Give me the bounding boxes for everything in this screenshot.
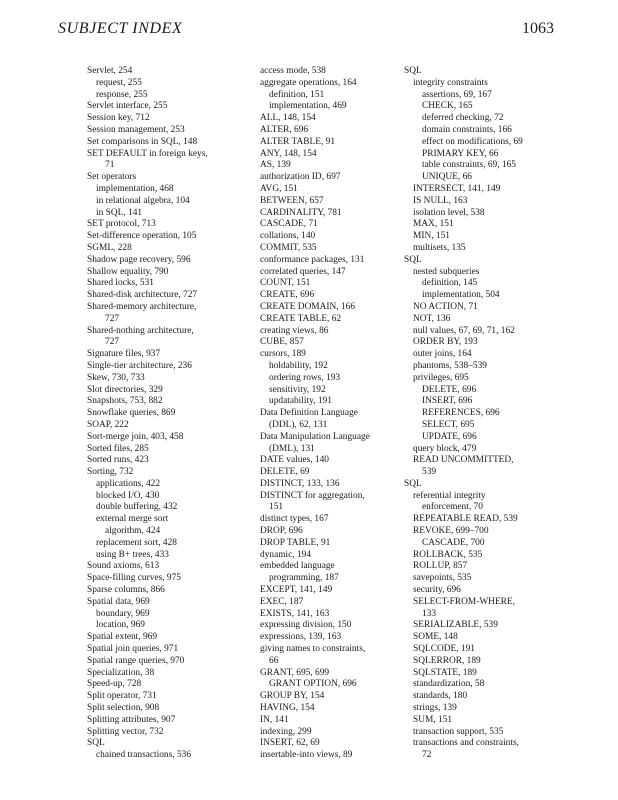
index-entry: Skew, 730, 733 — [87, 372, 145, 383]
index-entry: ANY, 148, 154 — [260, 148, 317, 159]
index-entry: Spatial join queries, 971 — [87, 644, 179, 655]
index-entry: Session management, 253 — [87, 124, 185, 135]
index-column-2 — [251, 66, 370, 762]
index-entry: definition, 151 — [269, 89, 325, 100]
index-entry: indexing, 299 — [260, 726, 312, 737]
index-entry: REPEATABLE READ, 539 — [413, 514, 518, 525]
index-entry: Servlet, 254 — [87, 66, 133, 76]
index-entry: savepoints, 535 — [413, 573, 472, 584]
index-entry: Sorted files, 285 — [87, 443, 149, 454]
index-entry: DROP, 696 — [260, 526, 303, 537]
index-entry: programming, 187 — [269, 573, 339, 584]
index-entry: creating views, 86 — [260, 325, 329, 336]
index-entry: Sorted runs, 423 — [87, 455, 149, 466]
index-entry: in SQL, 141 — [96, 207, 143, 218]
index-entry: UNIQUE, 66 — [422, 172, 472, 183]
index-entry: CUBE, 857 — [260, 337, 304, 348]
index-entry: DELETE, 69 — [260, 467, 310, 478]
index-entry: authorization ID, 697 — [260, 172, 341, 183]
index-entry: insertable-into views, 89 — [260, 750, 353, 761]
index-entry: INTERSECT, 141, 149 — [413, 183, 501, 194]
index-entry: implementation, 504 — [422, 290, 500, 301]
index-entry: 71 — [105, 160, 115, 171]
index-entry: phantoms, 538–539 — [413, 360, 487, 371]
index-entry: Splitting attributes, 907 — [87, 714, 176, 725]
page-header — [58, 20, 554, 44]
index-entry: 539 — [422, 467, 437, 478]
index-entry: security, 696 — [413, 585, 461, 596]
index-entry: (DML), 131 — [269, 443, 315, 454]
index-entry: SQLERROR, 189 — [413, 655, 481, 666]
index-entry: EXCEPT, 141, 149 — [260, 585, 333, 596]
index-entry: blocked I/O, 430 — [96, 490, 160, 501]
index-entry: CREATE TABLE, 62 — [260, 313, 342, 324]
index-entry: Speed-up, 728 — [87, 679, 142, 690]
index-entry: collations, 140 — [260, 231, 316, 242]
index-entry: integrity constraints — [413, 77, 488, 88]
index-entry: request, 255 — [96, 77, 142, 88]
index-entry: cursors, 189 — [260, 349, 306, 360]
index-entry: ALL, 148, 154 — [260, 113, 316, 124]
index-entry: location, 969 — [96, 620, 145, 631]
index-entry: SOME, 148 — [413, 632, 458, 643]
index-entry: Sort-merge join, 403, 458 — [87, 431, 184, 442]
index-entry: REVOKE, 699–700 — [413, 526, 489, 537]
index-entry: expressions, 139, 163 — [260, 632, 342, 643]
index-entry: IN, 141 — [260, 714, 289, 725]
index-entry: chained transactions, 536 — [96, 750, 192, 761]
index-entry: transactions and constraints, — [413, 738, 519, 749]
index-entry: AVG, 151 — [260, 183, 298, 194]
index-entry: Shadow page recovery, 596 — [87, 254, 191, 265]
index-entry: COMMIT, 535 — [260, 242, 317, 253]
index-entry: 133 — [422, 608, 437, 619]
index-entry: giving names to constraints, — [260, 644, 366, 655]
index-entry: deferred checking, 72 — [422, 113, 504, 124]
index-entry: implementation, 469 — [269, 101, 347, 112]
index-entry: NOT, 136 — [413, 313, 451, 324]
index-entry: assertions, 69, 167 — [422, 89, 492, 100]
index-entry: multisets, 135 — [413, 242, 466, 253]
index-entry: definition, 145 — [422, 278, 478, 289]
index-entry: double buffering, 432 — [96, 502, 178, 513]
index-entry: Slot directories, 329 — [87, 384, 163, 395]
index-entry: Shared-disk architecture, 727 — [87, 290, 198, 301]
index-entry: ordering rows, 193 — [269, 372, 341, 383]
index-entry: distinct types, 167 — [260, 514, 329, 525]
index-entry: isolation level, 538 — [413, 207, 485, 218]
index-entry: Set comparisons in SQL, 148 — [87, 136, 198, 147]
index-entry: Shallow equality, 790 — [87, 266, 169, 277]
index-entry: Space-filling curves, 975 — [87, 573, 181, 584]
index-entry: domain constraints, 166 — [422, 124, 512, 135]
index-entry: Sparse columns, 866 — [87, 585, 165, 596]
index-entry: INSERT, 62, 69 — [260, 738, 320, 749]
index-entry: Split selection, 908 — [87, 703, 160, 714]
index-entry: expressing division, 150 — [260, 620, 352, 631]
index-entry: Single-tier architecture, 236 — [87, 360, 192, 371]
index-entry: COUNT, 151 — [260, 278, 311, 289]
index-entry: Spatial data, 969 — [87, 596, 150, 607]
index-entry: CREATE, 696 — [260, 290, 315, 301]
index-entry: Shared locks, 531 — [87, 278, 154, 289]
index-entry: null values, 67, 69, 71, 162 — [413, 325, 515, 336]
index-entry: 727 — [105, 337, 120, 348]
index-entry: BETWEEN, 657 — [260, 195, 324, 206]
index-entry: SELECT, 695 — [422, 419, 475, 430]
index-entry: GRANT, 695, 699 — [260, 667, 330, 678]
index-entry: aggregate operations, 164 — [260, 77, 357, 88]
index-entry: standards, 180 — [413, 691, 468, 702]
index-entry: Split operator, 731 — [87, 691, 157, 702]
index-entry: table constraints, 69, 165 — [422, 160, 516, 171]
index-entry: replacement sort, 428 — [96, 537, 177, 548]
index-entry: SQL — [87, 738, 105, 749]
index-entry: DELETE, 696 — [422, 384, 477, 395]
index-entry: SERIALIZABLE, 539 — [413, 620, 498, 631]
index-entry: ORDER BY, 193 — [413, 337, 478, 348]
index-entry: SGML, 228 — [87, 242, 132, 253]
index-entry: SELECT-FROM-WHERE, — [413, 596, 515, 607]
index-entry: access mode, 538 — [260, 66, 326, 76]
index-entry: Snapshots, 753, 882 — [87, 396, 163, 407]
index-entry: boundary, 969 — [96, 608, 150, 619]
index-entry: CARDINALITY, 781 — [260, 207, 342, 218]
index-entry: MAX, 151 — [413, 219, 454, 230]
index-entry: Shared-nothing architecture, — [87, 325, 194, 336]
index-entry: SET DEFAULT in foreign keys, — [87, 148, 208, 159]
index-column-3 — [404, 66, 523, 762]
index-entry: privileges, 695 — [413, 372, 469, 383]
index-entry: conformance packages, 131 — [260, 254, 365, 265]
index-entry: PRIMARY KEY, 66 — [422, 148, 499, 159]
index-entry: ALTER TABLE, 91 — [260, 136, 336, 147]
index-entry: Specialization, 38 — [87, 667, 155, 678]
index-entry: GRANT OPTION, 696 — [269, 679, 357, 690]
index-entry: DROP TABLE, 91 — [260, 537, 331, 548]
index-entry: REFERENCES, 696 — [422, 408, 500, 419]
index-entry: applications, 422 — [96, 478, 161, 489]
index-entry: Shared-memory architecture, — [87, 301, 197, 312]
index-entry: DISTINCT, 133, 136 — [260, 478, 340, 489]
index-entry: Snowflake queries, 869 — [87, 408, 176, 419]
index-entry: NO ACTION, 71 — [413, 301, 478, 312]
index-entry: query block, 479 — [413, 443, 477, 454]
index-entry: SQL — [404, 478, 422, 489]
index-entry: SET protocol, 713 — [87, 219, 156, 230]
page-number: 1063 — [522, 20, 554, 37]
index-entry: AS, 139 — [260, 160, 291, 171]
index-entry: dynamic, 194 — [260, 549, 312, 560]
index-entry: HAVING, 154 — [260, 703, 315, 714]
index-entry: Session key, 712 — [87, 113, 150, 124]
index-entry: in relational algebra, 104 — [96, 195, 190, 206]
index-entry: Set-difference operation, 105 — [87, 231, 197, 242]
index-entry: enforcement, 70 — [422, 502, 483, 513]
index-entry: INSERT, 696 — [422, 396, 473, 407]
index-entry: 66 — [269, 655, 279, 666]
index-entry: Data Manipulation Language — [260, 431, 370, 442]
index-entry: IS NULL, 163 — [413, 195, 468, 206]
index-entry: embedded language — [260, 561, 335, 572]
index-entry: 727 — [105, 313, 120, 324]
index-entry: Sound axioms, 613 — [87, 561, 160, 572]
index-entry: 72 — [422, 750, 432, 761]
index-entry: CASCADE, 700 — [422, 537, 485, 548]
index-entry: 151 — [269, 502, 284, 513]
index-entry: standardization, 58 — [413, 679, 485, 690]
index-entry: GROUP BY, 154 — [260, 691, 325, 702]
index-entry: correlated queries, 147 — [260, 266, 346, 277]
index-entry: SOAP, 222 — [87, 419, 129, 430]
index-entry: EXISTS, 141, 163 — [260, 608, 330, 619]
index-entry: sensitivity, 192 — [269, 384, 326, 395]
index-entry: SQLCODE, 191 — [413, 644, 475, 655]
index-entry: EXEC, 187 — [260, 596, 304, 607]
index-entry: external merge sort — [96, 514, 169, 525]
index-entry: effect on modifications, 69 — [422, 136, 523, 147]
index-entry: ALTER, 696 — [260, 124, 309, 135]
index-entry: algorithm, 424 — [105, 526, 161, 537]
index-entry: UPDATE, 696 — [422, 431, 477, 442]
index-entry: (DDL), 62, 131 — [269, 419, 328, 430]
index-entry: ROLLUP, 857 — [413, 561, 468, 572]
index-entry: DISTINCT for aggregation, — [260, 490, 365, 501]
index-entry: outer joins, 164 — [413, 349, 472, 360]
index-entry: response, 255 — [96, 89, 148, 100]
index-entry: SQL — [404, 254, 422, 265]
index-entry: referential integrity — [413, 490, 486, 501]
index-entry: DATE values, 140 — [260, 455, 329, 466]
index-entry: SQLSTATE, 189 — [413, 667, 477, 678]
index-entry: transaction support, 535 — [413, 726, 504, 737]
index-entry: holdability, 192 — [269, 360, 328, 371]
index-entry: CHECK, 165 — [422, 101, 473, 112]
index-entry: READ UNCOMMITTED, — [413, 455, 514, 466]
index-entry: nested subqueries — [413, 266, 480, 277]
index-entry: CASCADE, 71 — [260, 219, 318, 230]
index-entry: CREATE DOMAIN, 166 — [260, 301, 356, 312]
index-entry: updatability, 191 — [269, 396, 332, 407]
section-title: SUBJECT INDEX — [58, 20, 183, 37]
index-entry: MIN, 151 — [413, 231, 450, 242]
index-entry: Set operators — [87, 172, 137, 183]
index-entry: Signature files, 937 — [87, 349, 161, 360]
index-entry: Spatial extent, 969 — [87, 632, 158, 643]
index-entry: Spatial range queries, 970 — [87, 655, 185, 666]
index-column-1 — [87, 66, 208, 762]
index-entry: Data Definition Language — [260, 408, 358, 419]
index-entry: SUM, 151 — [413, 714, 453, 725]
index-entry: strings, 139 — [413, 703, 457, 714]
index-entry: Splitting vector, 732 — [87, 726, 164, 737]
index-entry: SQL — [404, 66, 422, 76]
index-entry: Sorting, 732 — [87, 467, 134, 478]
index-entry: Servlet interface, 255 — [87, 101, 168, 112]
index-entry: using B+ trees, 433 — [96, 549, 169, 560]
index-entry: ROLLBACK, 535 — [413, 549, 483, 560]
index-entry: implementation, 468 — [96, 183, 174, 194]
